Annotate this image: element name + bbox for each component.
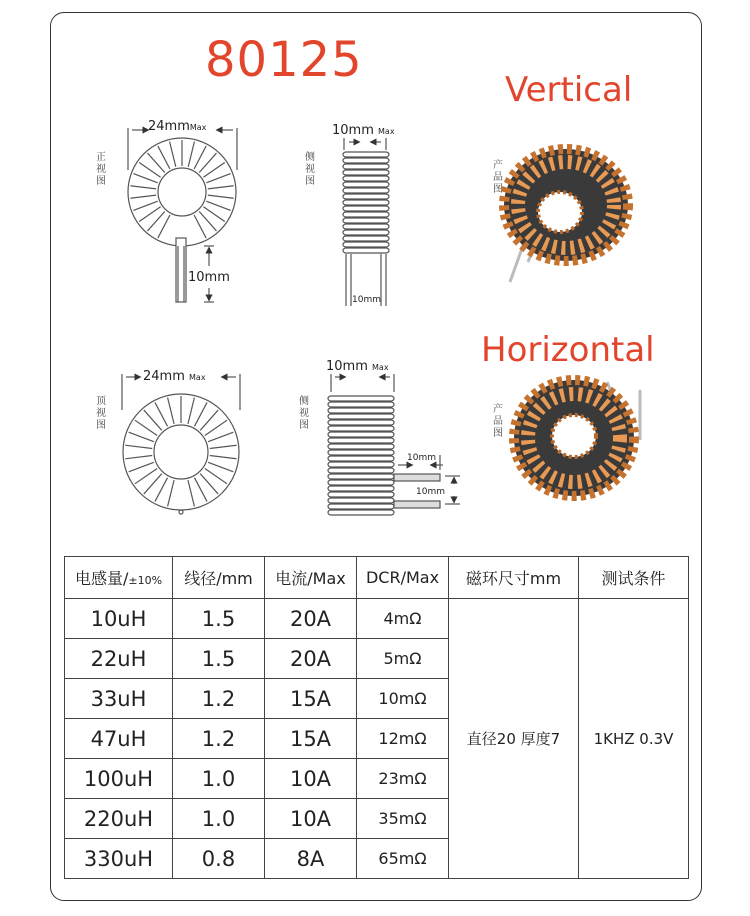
cell-dcr: 10mΩ — [357, 679, 449, 719]
horizontal-inductor-photo — [514, 380, 640, 496]
cell-inductance: 220uH — [65, 799, 173, 839]
col-wire: 线径/mm — [173, 557, 265, 599]
col-current: 电流/Max — [265, 557, 357, 599]
cell-wire: 1.2 — [173, 679, 265, 719]
col-inductance: 电感量/±10% — [65, 557, 173, 599]
model-number: 80125 — [205, 32, 363, 88]
horizontal-title: Horizontal — [481, 330, 655, 370]
cell-current: 15A — [265, 679, 357, 719]
top-view-label: 顶 视 图 — [96, 396, 106, 431]
product-view-label-2: 产 品 图 — [493, 404, 503, 439]
col-core: 磁环尺寸mm — [449, 557, 579, 599]
side-view-label-2: 侧 视 图 — [299, 396, 309, 431]
table-header-row — [65, 557, 689, 599]
side-view-drawing — [343, 138, 389, 306]
cell-dcr: 5mΩ — [357, 639, 449, 679]
cell-dcr: 65mΩ — [357, 839, 449, 879]
side-view-label: 侧 视 图 — [305, 152, 315, 187]
col-dcr: DCR/Max — [357, 557, 449, 599]
cell-wire: 1.0 — [173, 759, 265, 799]
dim-lead-small-2: 10mm — [407, 453, 436, 463]
cell-dcr: 23mΩ — [357, 759, 449, 799]
cell-test-condition: 1KHZ 0.3V — [579, 599, 689, 879]
cell-dcr: 35mΩ — [357, 799, 449, 839]
dim-diameter-1: 24mmMax — [148, 119, 207, 134]
cell-current: 8A — [265, 839, 357, 879]
front-view-drawing — [128, 128, 237, 302]
spec-table — [64, 556, 689, 879]
dim-diameter-2: 24mm Max — [143, 369, 206, 384]
dim-lead-small-3: 10mm — [416, 487, 445, 497]
cell-wire: 1.2 — [173, 719, 265, 759]
cell-current: 15A — [265, 719, 357, 759]
cell-current: 10A — [265, 799, 357, 839]
dim-width-2: 10mm Max — [326, 359, 389, 374]
cell-wire: 1.5 — [173, 599, 265, 639]
vertical-title: Vertical — [505, 70, 633, 110]
cell-current: 10A — [265, 759, 357, 799]
table-row — [65, 599, 689, 639]
cell-inductance: 47uH — [65, 719, 173, 759]
cell-wire: 1.0 — [173, 799, 265, 839]
front-view-label: 正 视 图 — [96, 152, 106, 187]
vertical-inductor-photo — [504, 149, 628, 282]
dim-lead-1: 10mm — [188, 270, 230, 285]
cell-current: 20A — [265, 599, 357, 639]
cell-inductance: 10uH — [65, 599, 173, 639]
cell-inductance: 22uH — [65, 639, 173, 679]
cell-dcr: 12mΩ — [357, 719, 449, 759]
dim-lead-small-1: 10mm — [352, 295, 381, 305]
dim-width-1: 10mm Max — [332, 123, 395, 138]
product-view-label-1: 产 品 图 — [493, 160, 503, 195]
cell-core-size: 直径20 厚度7 — [449, 599, 579, 879]
cell-wire: 1.5 — [173, 639, 265, 679]
cell-dcr: 4mΩ — [357, 599, 449, 639]
cell-current: 20A — [265, 639, 357, 679]
side-view-drawing-2 — [328, 374, 460, 515]
top-view-drawing — [122, 374, 240, 514]
cell-inductance: 33uH — [65, 679, 173, 719]
cell-wire: 0.8 — [173, 839, 265, 879]
col-test: 测试条件 — [579, 557, 689, 599]
cell-inductance: 100uH — [65, 759, 173, 799]
cell-inductance: 330uH — [65, 839, 173, 879]
